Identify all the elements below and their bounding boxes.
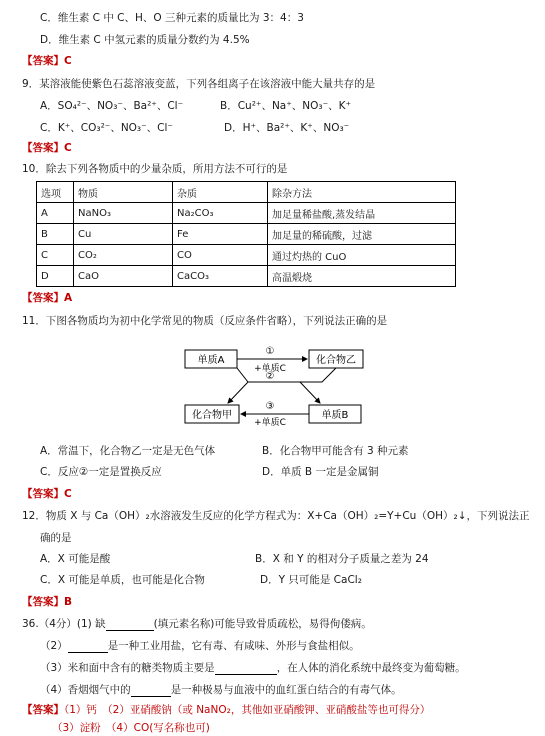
option-d-prev: D．维生素 C 中氢元素的质量分数约为 4.5% (40, 34, 250, 46)
cell: Fe (173, 224, 268, 245)
q11-option-c: C．反应②一定是置换反应 (40, 466, 162, 478)
table-header-row (37, 182, 456, 203)
q9-option-b: B．Cu²⁺、Na⁺、NO₃⁻、K⁺ (220, 100, 352, 112)
q12-stem-2: 确的是 (40, 532, 72, 544)
q12-answer: 【答案】B (22, 596, 73, 608)
header-substance: 物质 (74, 182, 173, 203)
q10-stem: 10．除去下列各物质中的少量杂质，所用方法不可行的是 (22, 163, 288, 175)
q36-l2-prefix: （2） (40, 640, 68, 652)
q9-answer: 【答案】C (22, 142, 72, 154)
label-element-b: 单质B (321, 410, 349, 421)
q11-option-b: B．化合物甲可能含有 3 种元素 (262, 445, 409, 457)
q10-answer: 【答案】A (22, 292, 73, 304)
cell: C (37, 245, 74, 266)
q12-option-b: B．X 和 Y 的相对分子质量之差为 24 (255, 553, 429, 565)
cell: 高温煅烧 (268, 266, 456, 287)
cell: A (37, 203, 74, 224)
q36-answer-line-1 (22, 702, 430, 717)
blank-3[interactable] (215, 662, 277, 675)
q11-stem: 11．下图各物质均为初中化学常见的物质（反应条件省略），下列说法正确的是 (22, 315, 388, 327)
label-element-a: 单质A (197, 355, 225, 366)
cell: CO₂ (74, 245, 173, 266)
q36-l3-suffix: ，在人体的消化系统中最终变为葡萄糖。 (276, 662, 466, 674)
answer-prev: 【答案】C (22, 55, 72, 67)
q12-stem-1: 12．物质 X 与 Ca（OH）₂水溶液发生反应的化学方程式为：X+Ca（OH）₂=Y+Cu（OH）₂↓，下列说法正 (22, 510, 530, 522)
q36-answer-line-2: （3）淀粉 （4）CO(写名称也可) (52, 722, 210, 734)
label-compound-jia: 化合物甲 (192, 410, 232, 421)
blank-4[interactable] (131, 684, 171, 697)
cell: CO (173, 245, 268, 266)
cell: CaCO₃ (173, 266, 268, 287)
q9-option-d: D．H⁺、Ba²⁺、K⁺、NO₃⁻ (224, 122, 350, 134)
q36-line-3 (40, 660, 466, 675)
header-option: 选项 (37, 182, 74, 203)
q36-line-4 (40, 682, 402, 697)
q9-stem: 9．某溶液能使紫色石蕊溶液变蓝，下列各组离子在该溶液中能大量共存的是 (22, 78, 376, 90)
q36-answer-1: （1）钙 （2）亚硝酸钠（或 NaNO₂，其他如亚硝酸钾、亚硝酸盐等也可得分） (64, 704, 431, 716)
blank-1[interactable] (106, 618, 154, 631)
table-row (37, 224, 456, 245)
marker-3: ③ (265, 401, 275, 412)
q36-l4-prefix: （4）香烟烟气中的 (40, 684, 131, 696)
cell: D (37, 266, 74, 287)
header-impurity: 杂质 (173, 182, 268, 203)
label-plus-c-1: +单质C (254, 364, 286, 374)
table-row (37, 245, 456, 266)
cell: 加足量的稀硫酸，过滤 (268, 224, 456, 245)
q36-l1-prefix: 36.（4分）(1) 缺 (22, 618, 106, 630)
option-c-prev: C．维生素 C 中 C、H、O 三种元素的质量比为 3：4：3 (40, 12, 304, 24)
table-row (37, 203, 456, 224)
q36-l4-suffix: 是一种极易与血液中的血红蛋白结合的有毒气体。 (170, 684, 402, 696)
marker-1: ① (265, 346, 275, 357)
impurity-table (36, 181, 456, 287)
q36-l2-suffix: 是一种工业用盐，它有毒、有咸味、外形与食盐相似。 (107, 640, 360, 652)
q36-answer-label: 【答案】 (22, 704, 64, 716)
cell: CaO (74, 266, 173, 287)
q36-line-1 (22, 616, 372, 631)
header-method: 除杂方法 (268, 182, 456, 203)
q36-l1-suffix: (填元素名称)可能导致骨质疏松，易得佝偻病。 (153, 618, 372, 630)
cell: Na₂CO₃ (173, 203, 268, 224)
cell: 加足量稀盐酸,蒸发结晶 (268, 203, 456, 224)
q11-option-a: A．常温下，化合物乙一定是无色气体 (40, 445, 216, 457)
q11-answer: 【答案】C (22, 488, 72, 500)
label-compound-yi: 化合物乙 (316, 355, 356, 366)
blank-2[interactable] (68, 640, 108, 653)
label-plus-c-3: +单质C (254, 418, 286, 428)
q11-option-d: D．单质 B 一定是金属铜 (262, 466, 379, 478)
marker-2: ② (265, 371, 275, 382)
q9-option-c: C．K⁺、CO₃²⁻、NO₃⁻、Cl⁻ (40, 122, 173, 134)
q9-option-a: A．SO₄²⁻、NO₃⁻、Ba²⁺、Cl⁻ (40, 100, 184, 112)
q36-line-2 (40, 638, 360, 653)
q36-l3-prefix: （3）米和面中含有的糖类物质主要是 (40, 662, 215, 674)
q12-option-d: D．Y 只可能是 CaCl₂ (260, 574, 362, 586)
reaction-diagram (0, 340, 545, 430)
cell: Cu (74, 224, 173, 245)
table-row (37, 266, 456, 287)
q12-option-c: C．X 可能是单质，也可能是化合物 (40, 574, 205, 586)
cell: NaNO₃ (74, 203, 173, 224)
cell: B (37, 224, 74, 245)
cell: 通过灼热的 CuO (268, 245, 456, 266)
q12-option-a: A．X 可能是酸 (40, 553, 111, 565)
